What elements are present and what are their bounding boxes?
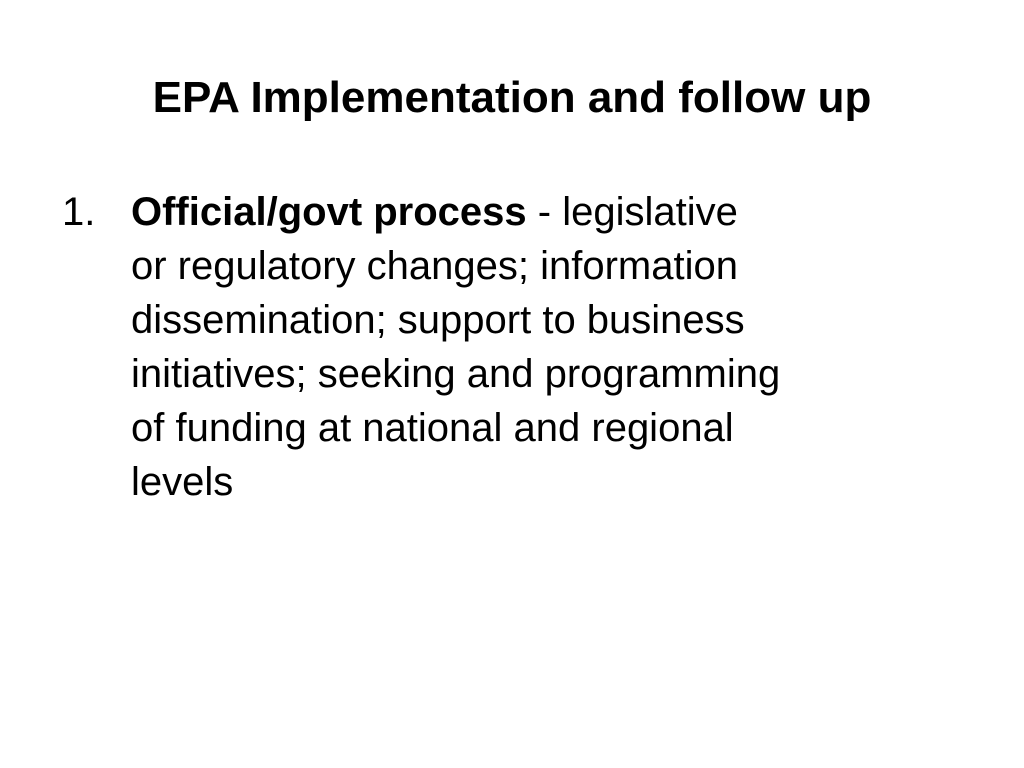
list-item-text xyxy=(131,185,971,509)
list-item-line-4: initiatives; seeking and programming xyxy=(131,352,781,396)
list-item-line-3: dissemination; support to business xyxy=(131,298,745,342)
list-item-lead: Official/govt process xyxy=(131,190,527,234)
list-item-line-6: levels xyxy=(131,460,234,504)
list-item-line-5: of funding at national and regional xyxy=(131,406,734,450)
list-item-line-2: or regulatory changes; information xyxy=(131,244,738,288)
slide-title: EPA Implementation and follow up xyxy=(152,73,872,122)
list-item-line-1 xyxy=(131,185,971,239)
list-item-line-text: legislative xyxy=(562,190,738,234)
list-item-separator: - xyxy=(526,190,563,234)
list-item-number: 1. xyxy=(62,190,96,234)
